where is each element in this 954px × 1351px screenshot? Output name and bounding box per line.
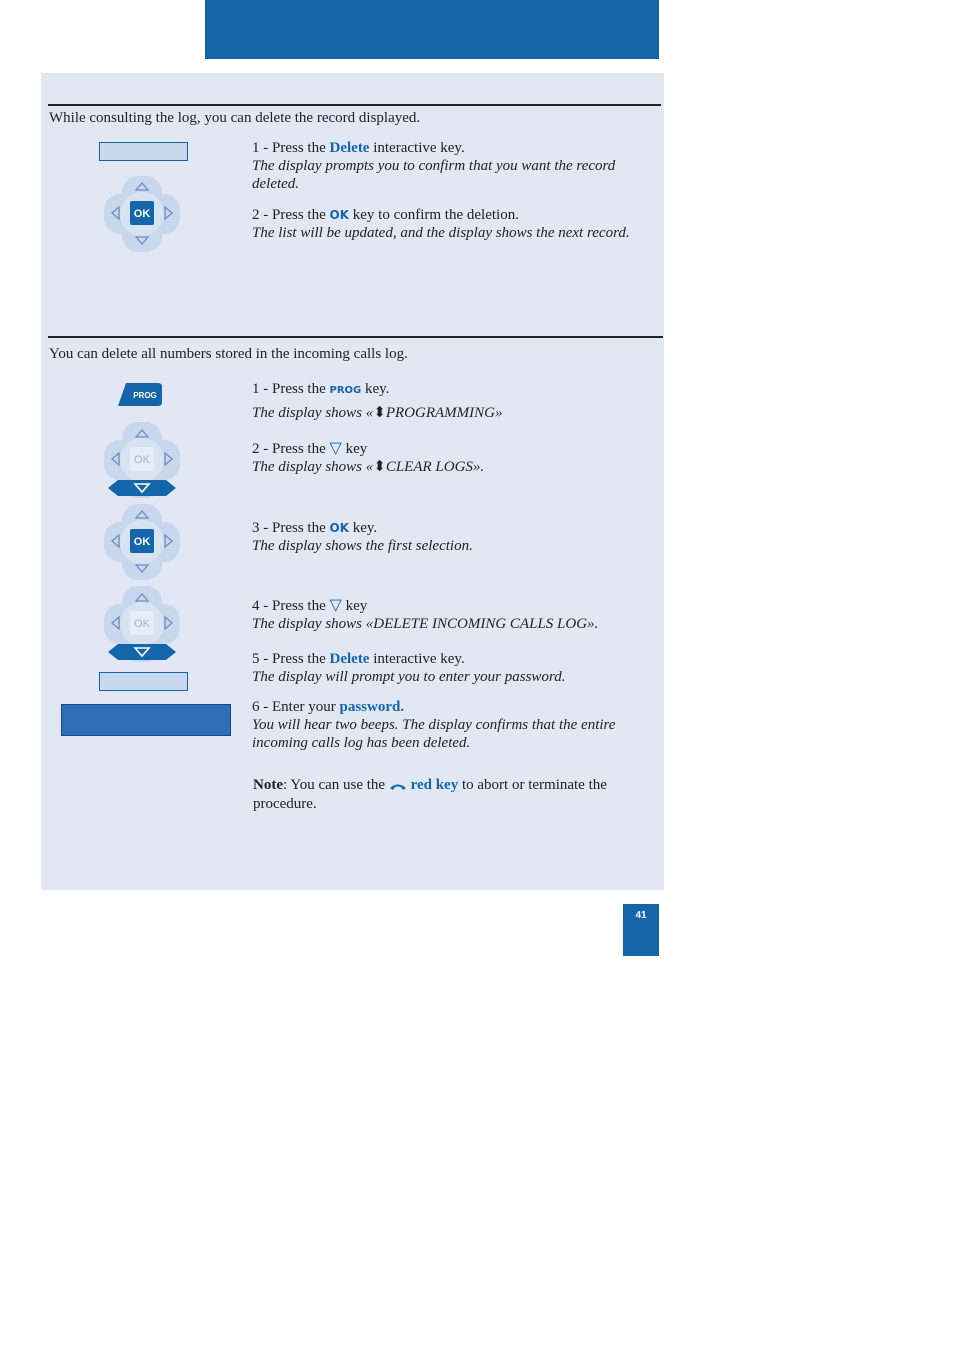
svg-text:PROG: PROG	[133, 391, 157, 400]
prog-key-icon	[118, 383, 162, 406]
navigator-down-icon	[104, 422, 180, 498]
step-item: 3 - Press the OK key. The display shows the first selection.	[252, 520, 473, 554]
step-item: 1 - Press the PROG key. The display shows «⬍PROGRAMMING»	[252, 381, 503, 421]
step-item: 6 - Enter your password. You will hear two beeps. The display confirms that the entire incoming calls log has been deleted.	[252, 699, 616, 751]
section-divider	[48, 336, 663, 338]
header-band	[205, 0, 659, 59]
navigator-down-icon	[104, 586, 180, 662]
step-item: 4 - Press the ▽ key The display shows «DELETE INCOMING CALLS LOG».	[252, 595, 599, 632]
step-item: 1 - Press the Delete interactive key. The display prompts you to confirm that you want the record deleted.	[252, 140, 616, 192]
section2-intro: You can delete all numbers stored in the incoming calls log.	[49, 346, 408, 362]
step-item: 2 - Press the OK key to confirm the deletion. The list will be updated, and the display shows the next record.	[252, 207, 630, 241]
svg-text:OK: OK	[134, 454, 150, 466]
svg-text:OK: OK	[133, 208, 151, 220]
page-number: 41	[623, 904, 659, 956]
navigator-ok-icon	[104, 176, 180, 252]
svg-text:OK: OK	[133, 536, 151, 548]
step-item: 2 - Press the ▽ key The display shows «⬍CLEAR LOGS».	[252, 438, 485, 475]
step-item: 5 - Press the Delete interactive key. The display will prompt you to enter your password.	[252, 651, 566, 685]
delete-softkey-icon	[99, 672, 188, 691]
password-display-icon	[61, 704, 231, 736]
hang-up-icon	[389, 777, 407, 793]
procedure-note: Note: You can use the red key to abort or terminate the procedure.	[253, 777, 607, 812]
section-divider	[48, 104, 661, 106]
section1-intro: While consulting the log, you can delete the record displayed.	[49, 110, 421, 126]
delete-softkey-icon	[99, 142, 188, 161]
svg-text:OK: OK	[134, 618, 150, 630]
navigator-ok-icon	[104, 504, 180, 580]
